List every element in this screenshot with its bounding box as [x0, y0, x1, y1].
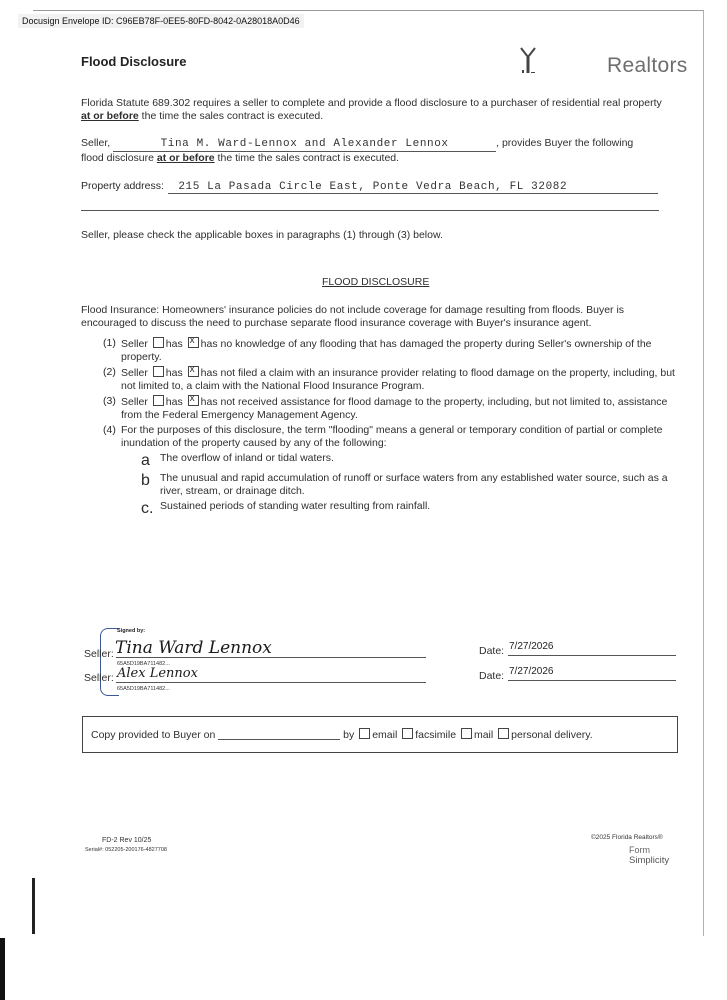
- instruction-text: Seller, please check the applicable boxes in paragraphs (1) through (3) below.: [81, 229, 443, 241]
- statute-paragraph: Florida Statute 689.302 requires a seller to complete and provide a flood disclosure to a purchaser of residential real property at or before the time the sales contract is executed.: [81, 97, 662, 122]
- seller-signature-1: Tina Ward Lennox: [115, 638, 272, 658]
- disclosure-item-1: (1) Seller has x has no knowledge of any flooding that has damaged the property during Seller's ownership of the property.: [103, 337, 676, 364]
- copy-provided-box: Copy provided to Buyer on by email facsimile mail personal delivery.: [82, 716, 678, 753]
- disclosure-item-4: (4) For the purposes of this disclosure, the term "flooding" means a general or temporary condition of partial or complete inundation of the property caused by any of the following: a The overflow of inland or tidal waters. b The unusual and rapid accumulation of runoff or surface waters from any established water source, such as a river, stream, or drainage ditch. c. Sustained periods of standing water resulting from rainfall.: [103, 424, 676, 518]
- signature-code-1: 65A5D19BA711482...: [117, 661, 170, 667]
- copy-date-field[interactable]: [218, 729, 340, 740]
- page-title: Flood Disclosure: [81, 54, 187, 69]
- personal-delivery-checkbox[interactable]: [498, 728, 509, 739]
- form-simplicity-logo-simplicity: Simplicity: [629, 855, 670, 866]
- flood-insurance-paragraph: Flood Insurance: Homeowners' insurance policies do not include coverage for damage resulting from floods. Buyer is encouraged to discuss the need to purchase separate flood insurance coverage with Buyer's insurance agent.: [81, 304, 625, 329]
- has-checkbox-1[interactable]: [153, 337, 164, 348]
- disclosure-items: [103, 337, 676, 518]
- scan-margin-mark: [32, 878, 35, 934]
- flooding-cause-a: a The overflow of inland or tidal waters.: [141, 452, 334, 469]
- seller-label-2: Seller:: [84, 672, 114, 684]
- flooding-definition: For the purposes of this disclosure, the term "flooding" means a general or temporary condition of partial or complete inundation of the property caused by any of the following:: [121, 424, 663, 449]
- facsimile-checkbox[interactable]: [402, 728, 413, 739]
- envelope-id: Docusign Envelope ID: C96EB78F-0EE5-80FD-8042-0A28018A0D46: [18, 14, 304, 28]
- mail-checkbox[interactable]: [461, 728, 472, 739]
- signature-code-2: 65A5D19BA711482...: [117, 686, 170, 692]
- has-checkbox-3[interactable]: [153, 395, 164, 406]
- scan-edge-mark: [0, 938, 5, 1000]
- has-not-checkbox-3[interactable]: [188, 395, 199, 406]
- form-id: FD-2 Rev 10/25: [102, 837, 152, 844]
- date-line-2[interactable]: [508, 680, 676, 681]
- date-line-1[interactable]: [508, 655, 676, 656]
- seller-signature-line-2[interactable]: [116, 682, 426, 683]
- signed-by-label: Signed by:: [117, 628, 146, 634]
- flooding-cause-b: b The unusual and rapid accumulation of runoff or surface waters from any established water source, such as a river, stream, or drainage ditch.: [141, 472, 668, 497]
- copyright-text: ©2025 Florida Realtors®: [591, 834, 663, 841]
- date-label-2: Date:: [479, 670, 505, 682]
- realtors-logo-icon: [516, 44, 540, 83]
- property-address-row: Property address: 215 La Pasada Circle East, Ponte Vedra Beach, FL 32082: [81, 176, 658, 194]
- date-value-1: 7/27/2026: [509, 641, 554, 652]
- seller-names-field[interactable]: Tina M. Ward-Lennox and Alexander Lennox: [113, 138, 496, 152]
- section-heading: FLOOD DISCLOSURE: [322, 276, 430, 288]
- seller-statement: Seller, Tina M. Ward-Lennox and Alexander Lennox , provides Buyer the following flood disclosure at or before the time the sales contract is executed.: [81, 137, 634, 164]
- form-simplicity-logo-form: Form: [629, 845, 650, 855]
- brand-name: Realtors: [607, 54, 688, 77]
- date-value-2: 7/27/2026: [509, 666, 554, 677]
- seller-label-1: Seller:: [84, 648, 114, 660]
- seller-signature-2: Alex Lennox: [117, 666, 198, 681]
- property-address-field[interactable]: 215 La Pasada Circle East, Ponte Vedra Beach, FL 32082: [168, 181, 658, 194]
- has-not-checkbox-1[interactable]: [188, 337, 199, 348]
- flooding-cause-c: c. Sustained periods of standing water resulting from rainfall.: [141, 500, 431, 517]
- email-checkbox[interactable]: [359, 728, 370, 739]
- copy-provided-label: Copy provided to Buyer on: [91, 729, 216, 741]
- has-not-checkbox-2[interactable]: [188, 366, 199, 377]
- date-label-1: Date:: [479, 645, 505, 657]
- has-checkbox-2[interactable]: [153, 366, 164, 377]
- disclosure-item-2: (2) Seller has x has not filed a claim with an insurance provider relating to flood damage on the property, including, but not limited to, a claim with the National Flood Insurance Program.: [103, 366, 676, 393]
- serial-number: Serial#: 052205-200176-4827708: [85, 847, 167, 853]
- disclosure-item-3: (3) Seller has x has not received assistance for flood damage to the property, including, but not limited to, assistance from the Federal Emergency Management Agency.: [103, 395, 676, 422]
- address-continuation-line[interactable]: [81, 210, 659, 211]
